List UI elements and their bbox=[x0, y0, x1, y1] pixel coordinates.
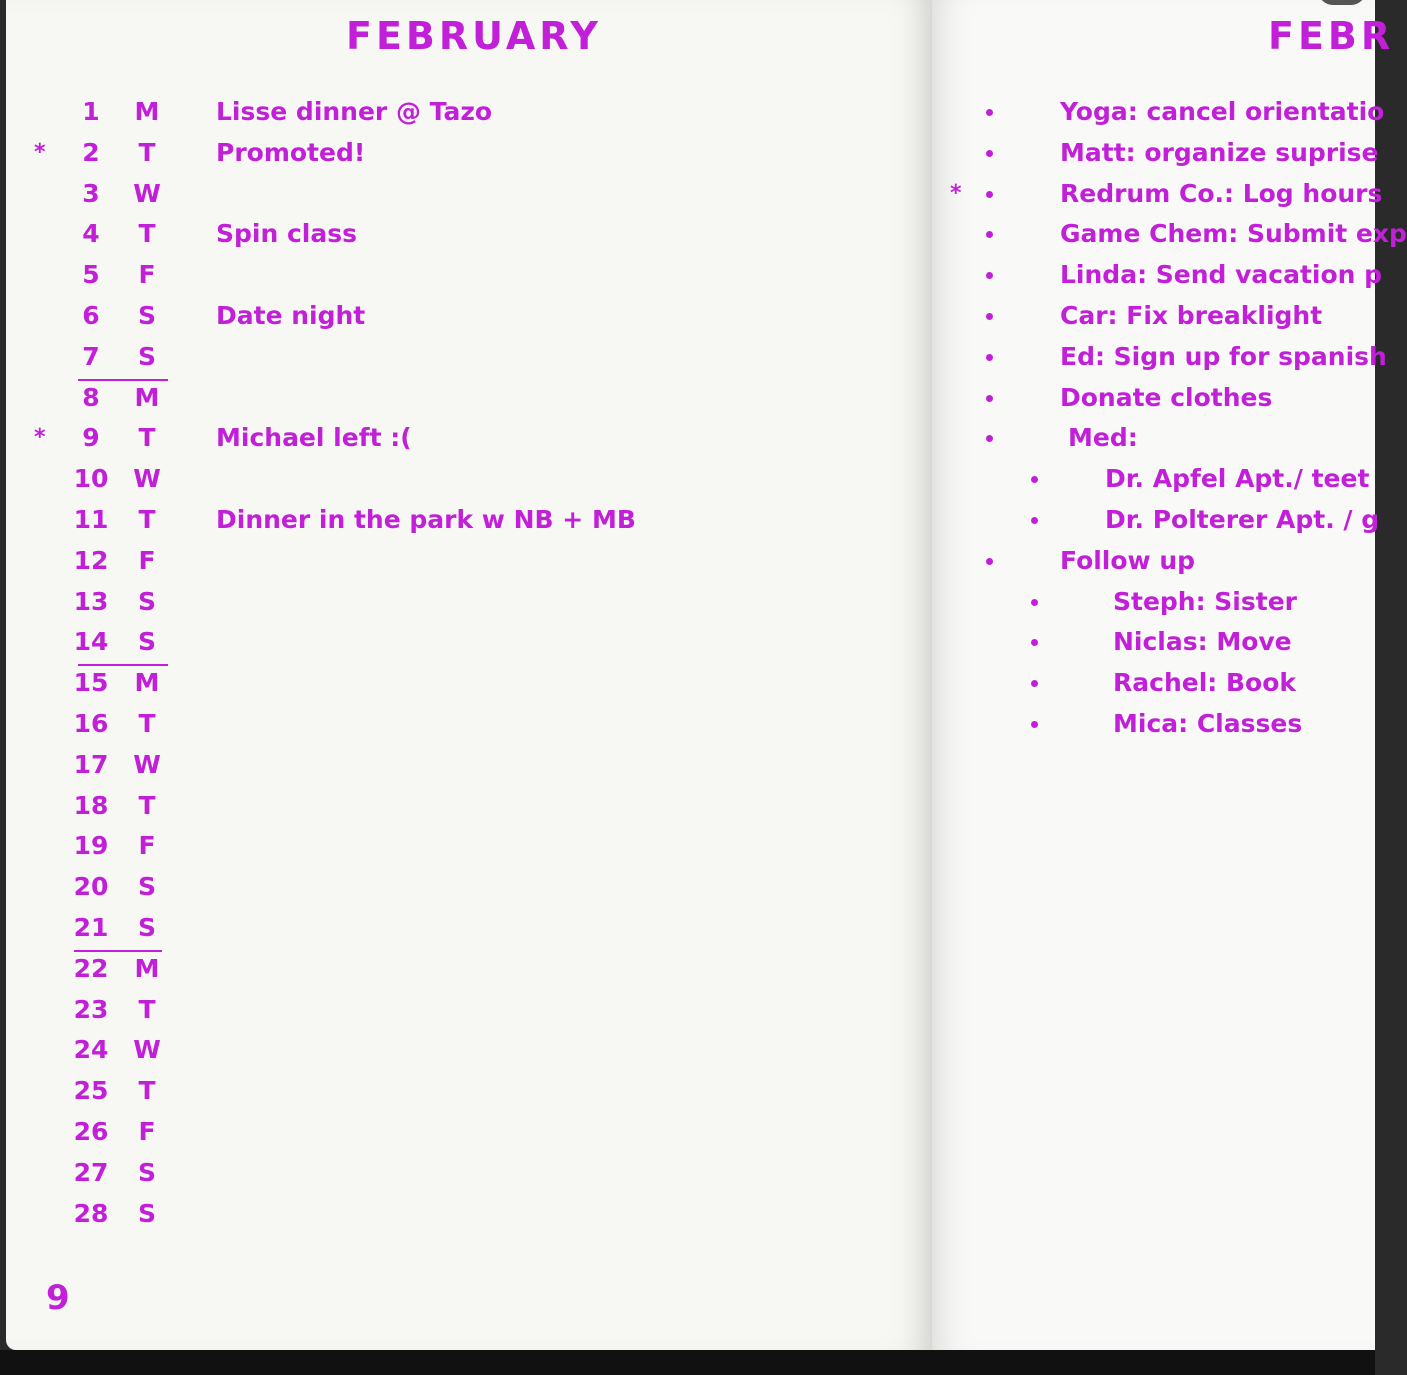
day-of-week: M bbox=[134, 953, 160, 983]
day-number: 26 bbox=[73, 1117, 109, 1146]
task-text: Follow up bbox=[1060, 545, 1196, 575]
day-of-week: T bbox=[138, 790, 156, 820]
day-of-week: F bbox=[138, 545, 156, 575]
day-number: 23 bbox=[73, 994, 109, 1024]
week-separator bbox=[78, 379, 168, 381]
day-note: Date night bbox=[216, 301, 366, 330]
star-marker: * bbox=[34, 139, 46, 165]
day-number: 15 bbox=[73, 668, 109, 698]
day-number: 27 bbox=[73, 1157, 109, 1187]
left-journal-page bbox=[6, 0, 932, 1350]
day-number: 12 bbox=[73, 545, 109, 575]
day-number: 3 bbox=[82, 178, 100, 208]
day-number: 17 bbox=[73, 749, 109, 779]
star-marker: * bbox=[34, 425, 46, 451]
bullet-dot bbox=[986, 150, 993, 157]
day-of-week: S bbox=[137, 872, 156, 902]
task-text: Car: Fix breaklight bbox=[1060, 301, 1323, 330]
bullet-dot bbox=[986, 395, 993, 402]
day-note: Michael left :( bbox=[216, 423, 412, 453]
bullet-dot bbox=[1031, 680, 1038, 687]
desk-edge bbox=[0, 1350, 1375, 1375]
right-page-title: FEBR bbox=[1268, 14, 1395, 58]
task-text: Dr. Polterer Apt. / g bbox=[1105, 505, 1380, 534]
task-text: Donate clothes bbox=[1060, 382, 1273, 412]
day-number: 19 bbox=[73, 831, 109, 861]
bullet-dot bbox=[986, 272, 993, 279]
day-of-week: T bbox=[138, 219, 156, 249]
week-separator bbox=[78, 664, 168, 666]
day-of-week: T bbox=[138, 1076, 156, 1106]
day-number: 20 bbox=[73, 872, 109, 902]
day-of-week: T bbox=[138, 994, 156, 1024]
day-number: 4 bbox=[82, 219, 100, 249]
bullet-dot bbox=[1031, 476, 1038, 483]
bullet-dot bbox=[986, 313, 993, 320]
day-number: 10 bbox=[73, 464, 109, 494]
task-text: Linda: Send vacation p bbox=[1060, 260, 1383, 290]
day-number: 18 bbox=[73, 790, 109, 820]
page-number: 9 bbox=[46, 1278, 70, 1318]
day-of-week: S bbox=[137, 627, 156, 657]
left-page-title: FEBRUARY bbox=[346, 14, 602, 58]
day-note: Spin class bbox=[216, 219, 357, 249]
star-marker: * bbox=[950, 180, 962, 206]
bullet-dot bbox=[986, 435, 993, 442]
task-text: Matt: organize suprise bbox=[1060, 137, 1379, 167]
bullet-dot bbox=[986, 191, 993, 198]
bullet-dot bbox=[1031, 517, 1038, 524]
day-note: Lisse dinner @ Tazo bbox=[216, 97, 493, 126]
day-of-week: F bbox=[138, 1117, 156, 1146]
task-text: Ed: Sign up for spanish bbox=[1060, 341, 1387, 371]
day-note: Dinner in the park w NB + MB bbox=[216, 505, 636, 534]
day-of-week: T bbox=[138, 709, 156, 738]
task-text: Redrum Co.: Log hours bbox=[1060, 178, 1383, 208]
day-number: 7 bbox=[82, 341, 100, 371]
task-text: Niclas: Move bbox=[1113, 627, 1292, 657]
day-number: 21 bbox=[73, 913, 109, 942]
day-of-week: S bbox=[137, 913, 156, 942]
day-of-week: S bbox=[137, 1157, 156, 1187]
day-of-week: F bbox=[138, 831, 156, 861]
task-text: Yoga: cancel orientatio bbox=[1060, 97, 1385, 126]
bullet-dot bbox=[986, 354, 993, 361]
day-number: 5 bbox=[82, 260, 100, 290]
day-of-week: M bbox=[134, 97, 160, 126]
day-number: 11 bbox=[73, 505, 109, 534]
day-of-week: S bbox=[137, 586, 156, 616]
day-number: 28 bbox=[73, 1198, 109, 1228]
day-number: 25 bbox=[73, 1076, 109, 1106]
day-of-week: T bbox=[138, 137, 156, 167]
day-of-week: W bbox=[133, 464, 161, 494]
day-of-week: S bbox=[137, 301, 156, 330]
task-text: Mica: Classes bbox=[1113, 709, 1303, 738]
day-of-week: T bbox=[138, 423, 156, 453]
bullet-dot bbox=[1031, 639, 1038, 646]
day-number: 16 bbox=[73, 709, 109, 738]
day-number: 8 bbox=[82, 382, 100, 412]
day-number: 6 bbox=[82, 301, 100, 330]
bullet-dot bbox=[1031, 721, 1038, 728]
bullet-dot bbox=[1031, 599, 1038, 606]
task-text: Steph: Sister bbox=[1113, 586, 1297, 616]
bullet-dot bbox=[986, 109, 993, 116]
day-of-week: S bbox=[137, 341, 156, 371]
task-text: Dr. Apfel Apt./ teet bbox=[1105, 464, 1370, 494]
day-of-week: M bbox=[134, 668, 160, 698]
day-of-week: W bbox=[133, 178, 161, 208]
day-number: 24 bbox=[73, 1035, 109, 1065]
day-of-week: W bbox=[133, 749, 161, 779]
day-number: 13 bbox=[73, 586, 109, 616]
bullet-dot bbox=[986, 231, 993, 238]
task-text: Med: bbox=[1068, 423, 1138, 453]
day-of-week: F bbox=[138, 260, 156, 290]
task-text: Game Chem: Submit exp bbox=[1060, 219, 1407, 249]
day-number: 9 bbox=[82, 423, 100, 453]
day-of-week: T bbox=[138, 505, 156, 534]
day-of-week: S bbox=[137, 1198, 156, 1228]
week-separator bbox=[74, 950, 162, 952]
day-of-week: W bbox=[133, 1035, 161, 1065]
right-journal-page bbox=[932, 0, 1407, 1350]
day-number: 1 bbox=[82, 97, 100, 126]
day-number: 2 bbox=[82, 137, 100, 167]
day-number: 14 bbox=[73, 627, 109, 657]
day-number: 22 bbox=[73, 953, 109, 983]
bullet-dot bbox=[986, 558, 993, 565]
task-text: Rachel: Book bbox=[1113, 668, 1296, 698]
day-of-week: M bbox=[134, 382, 160, 412]
day-note: Promoted! bbox=[216, 137, 366, 167]
